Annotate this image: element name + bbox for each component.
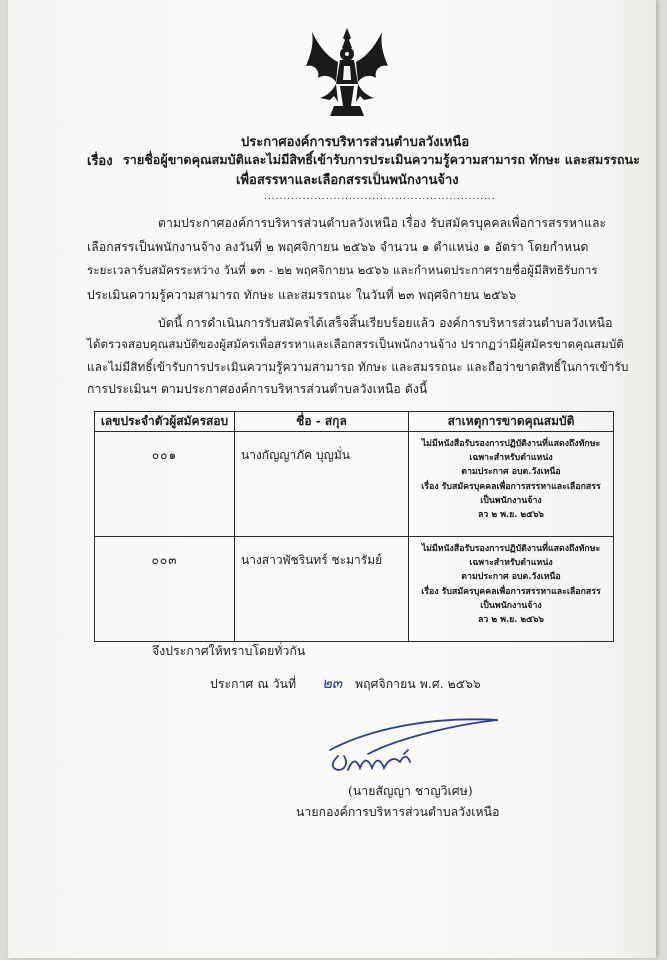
reason-line: เรื่อง รับสมัครบุคคลเพื่อการสรรหาและเลือกสรร — [421, 586, 601, 597]
reason-line: เรื่อง รับสมัครบุคคลเพื่อการสรรหาและเลือกสรร — [421, 481, 601, 492]
reason-line: ตามประกาศ อบต.วังเหนือ — [461, 572, 561, 583]
header-full-name: ชื่อ - สกุล — [235, 412, 409, 432]
paragraph1-line4: ประเมินความรู้ความสามารถ ทักษะ และสมรรถนะ ในวันที่ ๒๓ พฤศจิกายน ๒๕๖๖ — [87, 288, 517, 302]
announce-date-prefix: ประกาศ ณ วันที่ — [210, 677, 297, 691]
signer-name: (นายสัญญา ชาญวิเศษ) — [348, 784, 473, 798]
handwritten-signature — [308, 710, 508, 780]
reason-line: ตามประกาศ อบต.วังเหนือ — [461, 467, 561, 478]
subject-text: รายชื่อผู้ขาดคุณสมบัติและไม่มีสิทธิ์เข้ารับการประเมินความรู้ความสามารถ ทักษะ และสมรรถนะ — [123, 152, 640, 167]
announce-day-handwritten: ๒๓ — [322, 674, 343, 692]
applicant-name: นางกัญญาภัค บุญมั่น — [235, 432, 409, 537]
reason-line: ลว ๒ พ.ย. ๒๕๖๖ — [477, 510, 545, 521]
closing-notice: จึงประกาศให้ทราบโดยทั่วกัน — [152, 644, 306, 658]
applicant-name: นางสาวพัชรินทร์ ชะมารัมย์ — [235, 537, 409, 642]
applicant-id: ๐๐๓ — [95, 537, 235, 642]
header-applicant-id: เลขประจำตัวผู้สมัครสอบ — [95, 412, 235, 432]
paragraph1-line3: ระยะเวลารับสมัครระหว่าง วันที่ ๑๓ - ๒๒ พฤศจิกายน ๒๕๖๖ และกำหนดประกาศรายชื่อผู้มีสิทธิรับการ — [87, 263, 598, 277]
divider-dots: ............................................................ — [264, 192, 496, 202]
garuda-emblem-icon — [304, 26, 390, 120]
table-header-row — [95, 412, 614, 432]
announce-date-suffix: พฤศจิกายน พ.ศ. ๒๕๖๖ — [355, 677, 481, 691]
table-row — [95, 432, 614, 537]
paragraph2-line2: ได้ตรวจสอบคุณสมบัติของผู้สมัครเพื่อสรรหาและเลือกสรรเป็นพนักงานจ้าง ปรากฏว่ามีผู้สมัครขาดคุณสมบัติ — [87, 337, 624, 351]
reason-line: เป็นพนักงานจ้าง — [480, 495, 542, 506]
document-page — [8, 0, 656, 958]
reason-line: เฉพาะสำหรับตำแหน่ง — [469, 453, 553, 464]
disqualified-candidates-table — [94, 411, 614, 642]
paragraph2-line1: บัดนี้ การดำเนินการรับสมัครได้เสร็จสิ้นเรียบร้อยแล้ว องค์การบริหารส่วนตำบลวังเหนือ — [158, 316, 613, 330]
table-row — [95, 537, 614, 642]
reason-line: ไม่มีหนังสือรับรองการปฏิบัติงานที่แสดงถึงทักษะ — [421, 439, 601, 449]
paragraph1-line2: เลือกสรรเป็นพนักงานจ้าง ลงวันที่ ๒ พฤศจิกายน ๒๕๖๖ จำนวน ๑ ตำแหน่ง ๑ อัตรา โดยกำหนด — [87, 240, 589, 254]
paragraph2-line4: การประเมินฯ ตามประกาศองค์การบริหารส่วนตำบลวังเหนือ ดังนี้ — [87, 382, 428, 396]
signer-title: นายกองค์การบริหารส่วนตำบลวังเหนือ — [296, 805, 500, 819]
reason-line: ลว ๒ พ.ย. ๒๕๖๖ — [477, 615, 545, 626]
header-disqualification-reason: สาเหตุการขาดคุณสมบัติ — [409, 412, 614, 432]
paragraph1-line1: ตามประกาศองค์การบริหารส่วนตำบลวังเหนือ เรื่อง รับสมัครบุคคลเพื่อการสรรหาและ — [158, 216, 607, 230]
reason-line: เป็นพนักงานจ้าง — [480, 600, 542, 611]
paragraph2-line3: และไม่มีสิทธิ์เข้ารับการประเมินความรู้ความสามารถ ทักษะ และสมรรถนะ และถือว่าขาดสิทธิ์ในการเข้ารับ — [87, 360, 629, 374]
applicant-id: ๐๐๑ — [95, 432, 235, 537]
reason-line: เฉพาะสำหรับตำแหน่ง — [469, 558, 553, 569]
reason-line: ไม่มีหนังสือรับรองการปฏิบัติงานที่แสดงถึงทักษะ — [421, 544, 601, 554]
disqualification-reason — [409, 537, 614, 642]
disqualification-reason — [409, 432, 614, 537]
announcement-title: ประกาศองค์การบริหารส่วนตำบลวังเหนือ — [241, 135, 470, 150]
subject-line2: เพื่อสรรหาและเลือกสรรเป็นพนักงานจ้าง — [236, 173, 459, 188]
subject-label: เรื่อง — [87, 154, 113, 169]
